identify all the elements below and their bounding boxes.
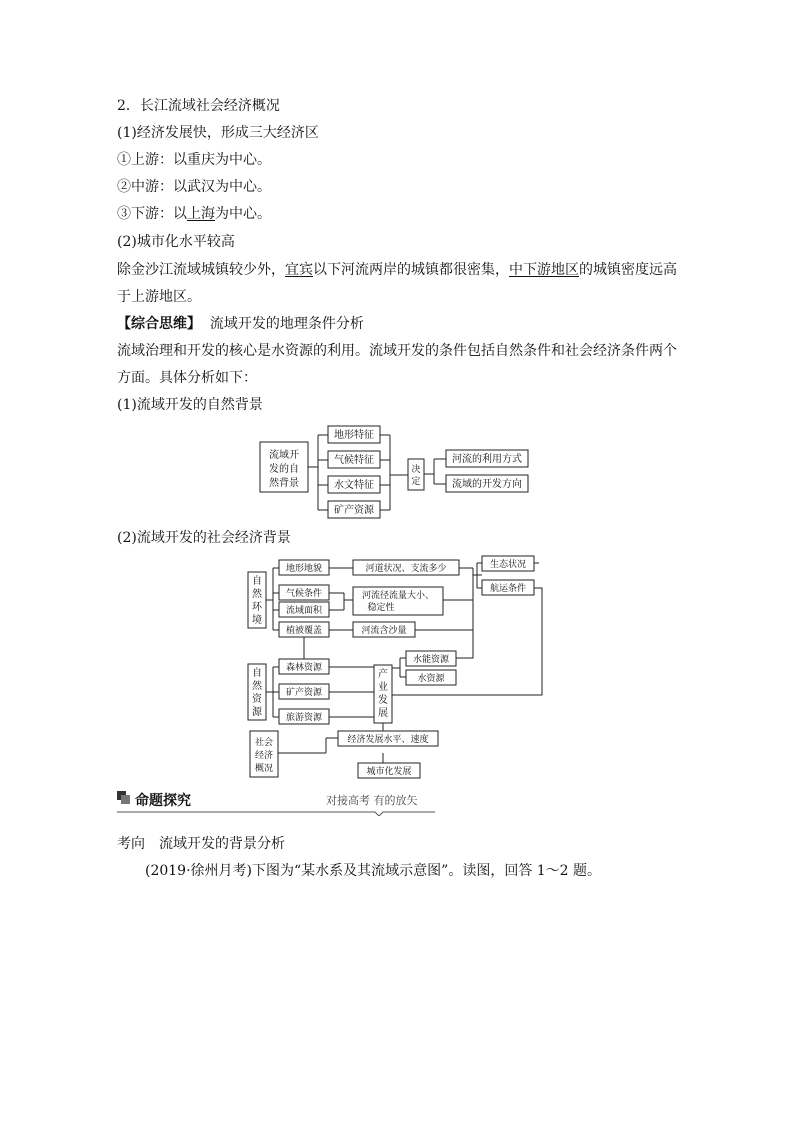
svg-text:境: 境: [252, 615, 262, 626]
svg-text:旅游资源: 旅游资源: [285, 713, 323, 723]
svg-text:地形地貌: 地形地貌: [285, 564, 323, 574]
exam-header-title: 命题探究: [135, 793, 191, 809]
svg-text:森林资源: 森林资源: [285, 663, 323, 673]
svg-text:资: 资: [252, 694, 262, 705]
svg-text:产: 产: [378, 669, 388, 680]
thinking-para: 流域治理和开发的核心是水资源的利用。流域开发的条件包括自然条件和社会经济条件两个: [117, 343, 677, 359]
thinking-heading: 【综合思维】 流域开发的地理条件分析: [117, 316, 364, 332]
upper-reaches: ①上游：以重庆为中心。: [117, 152, 271, 168]
svg-text:城市化发展: 城市化发展: [366, 767, 412, 777]
urbanization-para: 除金沙江流域城镇较少外，宜宾以下河流两岸的城镇都很密集，中下游地区的城镇密度远高: [117, 262, 677, 278]
svg-text:气候条件: 气候条件: [285, 589, 323, 599]
svg-text:业: 业: [378, 682, 388, 693]
svg-text:流域面积: 流域面积: [285, 606, 323, 616]
exam-question: (2019·徐州月考)下图为“某水系及其流域示意图”。读图，回答 1～2 题。: [145, 863, 602, 879]
exam-header: [117, 788, 437, 816]
natural-background-diagram: [258, 422, 538, 522]
svg-text:决: 决: [411, 465, 421, 475]
middle-reaches: ②中游：以武汉为中心。: [117, 179, 271, 195]
svg-text:气候特征: 气候特征: [334, 455, 374, 466]
thinking-para-end: 方面。具体分析如下：: [117, 370, 257, 386]
svg-text:矿产资源: 矿产资源: [285, 688, 323, 698]
svg-text:定: 定: [411, 477, 421, 487]
svg-text:自: 自: [252, 668, 262, 679]
svg-text:水能资源: 水能资源: [412, 655, 450, 665]
svg-text:地形特征: 地形特征: [334, 430, 374, 441]
svg-text:植被覆盖: 植被覆盖: [285, 626, 323, 636]
svg-text:水文特征: 水文特征: [334, 480, 374, 491]
svg-text:生态状况: 生态状况: [489, 560, 527, 570]
svg-text:河流的利用方式: 河流的利用方式: [452, 454, 522, 465]
svg-text:矿产资源: 矿产资源: [334, 505, 374, 516]
svg-text:稳定性: 稳定性: [367, 603, 395, 613]
svg-text:展: 展: [378, 708, 388, 719]
subhead-social: (2)流域开发的社会经济背景: [117, 530, 291, 546]
svg-text:自: 自: [252, 576, 262, 587]
section-title: 2．长江流域社会经济概况: [117, 98, 280, 114]
svg-text:然: 然: [252, 589, 262, 600]
svg-text:社会: 社会: [254, 738, 274, 748]
item-urbanization: (2)城市化水平较高: [117, 234, 235, 250]
item-economy: (1)经济发展快，形成三大经济区: [117, 125, 319, 141]
svg-text:经济发展水平、速度: 经济发展水平、速度: [347, 735, 429, 745]
svg-text:然: 然: [252, 681, 262, 692]
socioeconomic-background-diagram: [246, 553, 546, 781]
subhead-natural: (1)流域开发的自然背景: [117, 397, 263, 413]
svg-text:源: 源: [252, 707, 262, 718]
svg-text:发: 发: [378, 695, 388, 706]
root-line-3: 然背景: [269, 478, 299, 489]
lower-reaches: ③下游：以上海为中心。: [117, 206, 271, 222]
exam-direction: 考向 流域开发的背景分析: [117, 836, 285, 852]
svg-text:流域的开发方向: 流域的开发方向: [452, 479, 522, 490]
root-line-1: 流域开: [269, 450, 299, 461]
svg-text:河道状况、支流多少: 河道状况、支流多少: [365, 564, 447, 574]
exam-header-right: 对接高考 有的放矢: [326, 794, 418, 807]
svg-text:概况: 概况: [254, 764, 274, 774]
svg-text:经济: 经济: [254, 751, 274, 761]
root-line-2: 发的自: [269, 464, 299, 475]
svg-text:河流径流量大小、: 河流径流量大小、: [361, 591, 435, 601]
svg-text:环: 环: [252, 602, 262, 613]
svg-text:航运条件: 航运条件: [489, 584, 527, 594]
svg-text:河流含沙量: 河流含沙量: [361, 626, 407, 636]
svg-text:水资源: 水资源: [417, 674, 445, 684]
urbanization-para-end: 于上游地区。: [117, 289, 201, 305]
